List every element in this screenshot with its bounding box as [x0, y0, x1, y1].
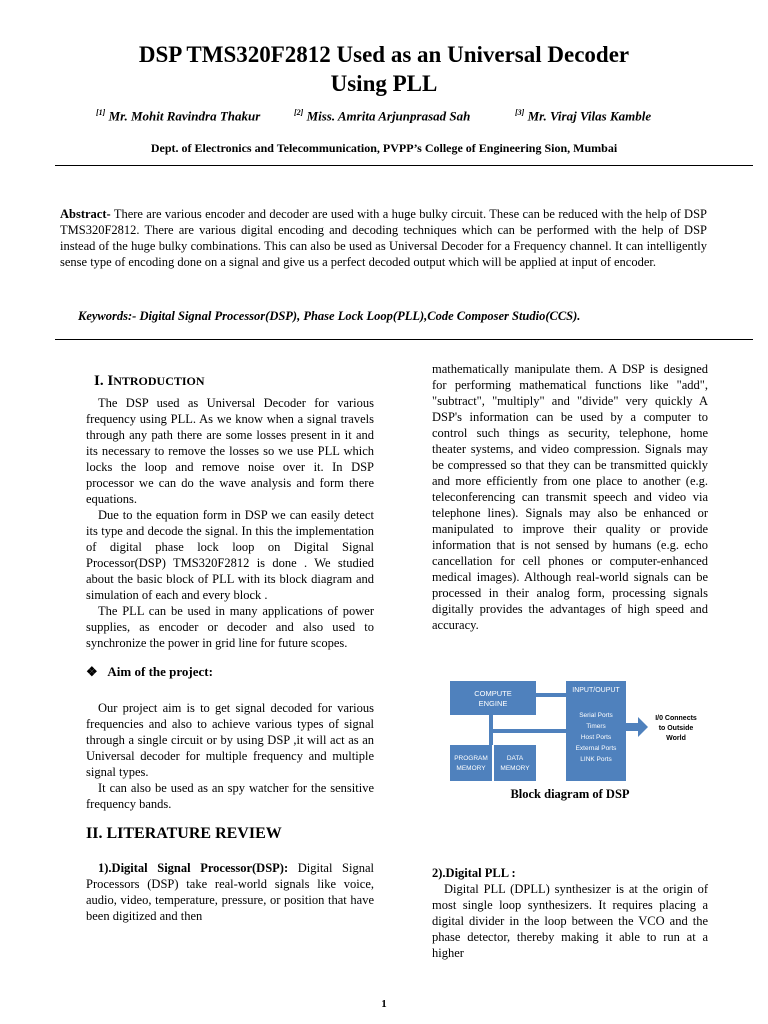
program-memory-box	[450, 745, 492, 781]
io-item-serial-ports: Serial Ports	[579, 712, 613, 719]
author-3	[515, 108, 651, 124]
title-line-1: DSP TMS320F2812 Used as an Universal Decoder	[138, 42, 630, 67]
dsp-continued-paragraph: mathematically manipulate them. A DSP is designed for performing mathematical functions like "add", "subtract", "multiply" and "divide" very quickly A DSP's information can be used by a computer to control such things as security, telephone, home theater systems, and video compression. Signals may be compressed so that they can be transmitted quickly and more efficiently from one place to another (e.g. teleconferencing can transmit speech and video via telephone lines). Signals may also be enhanced or manipulated to improve their quality or provide information that is not sensed by humans (e.g. echo cancellation for cell phones or computer-enhanced medical images). Although real-world signals can be processed in their analog form, processing signals digitally provides the advantages of high speed and accuracy.	[432, 362, 708, 632]
keywords: Keywords:- Digital Signal Processor(DSP), Phase Lock Loop(PLL),Code Composer Studio(CCS).	[78, 309, 581, 323]
io-item-host-ports: Host Ports	[580, 734, 612, 741]
compute-engine-block	[450, 681, 536, 715]
section-2-heading: II. LITERATURE REVIEW	[86, 825, 282, 842]
keywords-rule	[55, 339, 753, 340]
aim-heading	[86, 664, 374, 680]
paper-title	[60, 40, 708, 98]
arrow-shaft	[626, 723, 638, 731]
io-item-link-ports: LINK Ports	[580, 756, 612, 763]
affiliation: Dept. of Electronics and Telecommunication, PVPP’s College of Engineering Sion, Mumbai	[150, 141, 618, 155]
header-rule	[55, 165, 753, 166]
author-3-number: [3]	[515, 108, 525, 117]
author-2-number: [2]	[294, 108, 304, 117]
dsp-block-diagram	[444, 679, 710, 783]
author-2	[294, 108, 470, 124]
data-memory-box	[494, 745, 536, 781]
title-line-2: Using PLL	[330, 71, 438, 96]
io-item-timers: Timers	[586, 723, 606, 730]
section-1-heading	[94, 373, 374, 389]
outside-label-1: I/0 Connects	[655, 715, 697, 722]
data-memory-label-1: DATA	[506, 755, 524, 762]
intro-paragraph-3: The PLL can be used in many applications of power supplies, as encoder or decoder and also used to synchronize the power in grid line for future scopes.	[86, 604, 374, 650]
intro-paragraph-2: Due to the equation form in DSP we can easily detect its type and decode the signal. In this the implementation of digital phase lock loop on Digital Signal Processor(DSP) TMS320F2812 is done . We studied about the basic block of PLL with its block diagram and simulation of each and every block .	[86, 508, 374, 602]
horizontal-bus-top	[536, 693, 566, 697]
right-column-top	[432, 361, 708, 633]
right-column-bottom	[432, 865, 708, 961]
io-block	[566, 681, 626, 781]
arrow-head-icon	[638, 717, 648, 737]
program-memory-label-2: MEMORY	[456, 765, 486, 772]
compute-engine-label-2: ENGINE	[478, 699, 508, 708]
dsp-paragraph	[86, 860, 374, 924]
author-list	[0, 108, 768, 128]
left-column	[86, 373, 374, 924]
compute-engine-box	[450, 681, 536, 715]
author-3-name: Mr. Viraj Vilas Kamble	[527, 108, 652, 124]
diamond-bullet-icon: ❖	[86, 664, 98, 679]
program-memory-label-1: PROGRAM	[454, 755, 488, 762]
aim-heading-text: Aim of the project:	[107, 664, 213, 679]
author-1-number: [1]	[96, 108, 106, 117]
data-memory-label-2: MEMORY	[500, 765, 530, 772]
io-title: INPUT/OUPUT	[572, 687, 620, 694]
compute-engine-label-1: COMPUTE	[474, 689, 512, 698]
aim-paragraph-2: It can also be used as an spy watcher for the sensitive frequency bands.	[86, 781, 374, 811]
abstract-label: Abstract-	[60, 207, 111, 221]
abstract	[60, 206, 707, 270]
vertical-bus	[489, 715, 493, 745]
aim-paragraph-1: Our project aim is to get signal decoded for various frequencies and also to achieve various types of signal through a single circuit or by using DSP ,it will act as an Universal decoder for multiple frequency and multiple signal types.	[86, 701, 374, 779]
author-1	[96, 108, 260, 124]
io-box	[566, 681, 626, 781]
pll-paragraph: Digital PLL (DPLL) synthesizer is at the origin of most single loop synthesizers. It requires placing a digital divider in the loop between the VCO and the phase detector, thereby making it able to run at a higher	[432, 882, 708, 960]
dsp-text: Digital Signal Processors (DSP) take real-world signals like voice, audio, video, temperature, pressure, or position that have been digitized and then	[86, 861, 374, 923]
abstract-text: There are various encoder and decoder are used with a huge bulky circuit. These can be reduced with the help of DSP TMS320F2812. There are various digital encoding and decoding techniques which can be performed with the help of DSP instead of the huge bulky combinations. This can also be used as Universal Decoder for a Frequency channel. It can intelligently sense type of encoding done on a signal and give us a perfect decoded output which will be applied at input of encoder.	[60, 207, 707, 269]
page-number: 1	[381, 998, 387, 1010]
outside-world-arrow	[626, 715, 697, 742]
section-1-numeral: I. I	[94, 373, 114, 389]
pll-heading: 2).Digital PLL :	[432, 866, 516, 880]
io-item-external-ports: External Ports	[575, 745, 617, 752]
dsp-heading: 1).Digital Signal Processor(DSP):	[98, 861, 289, 875]
horizontal-bus-middle	[493, 729, 566, 733]
outside-label-2: to Outside	[658, 725, 694, 732]
figure-caption: Block diagram of DSP	[510, 787, 630, 801]
intro-paragraph-1: The DSP used as Universal Decoder for various frequency using PLL. As we know when a signal travels through any path there are some losses present in it and its necessary to remove the losses so we use PLL which locks the loop and remove noise over it. In DSP processor we can do the wave analysis and form there equations.	[86, 396, 374, 506]
memory-blocks	[450, 745, 536, 781]
section-1-title: NTRODUCTION	[113, 374, 205, 388]
author-2-name: Miss. Amrita Arjunprasad Sah	[306, 108, 471, 124]
outside-label-3: World	[666, 735, 686, 742]
author-1-name: Mr. Mohit Ravindra Thakur	[108, 108, 261, 124]
